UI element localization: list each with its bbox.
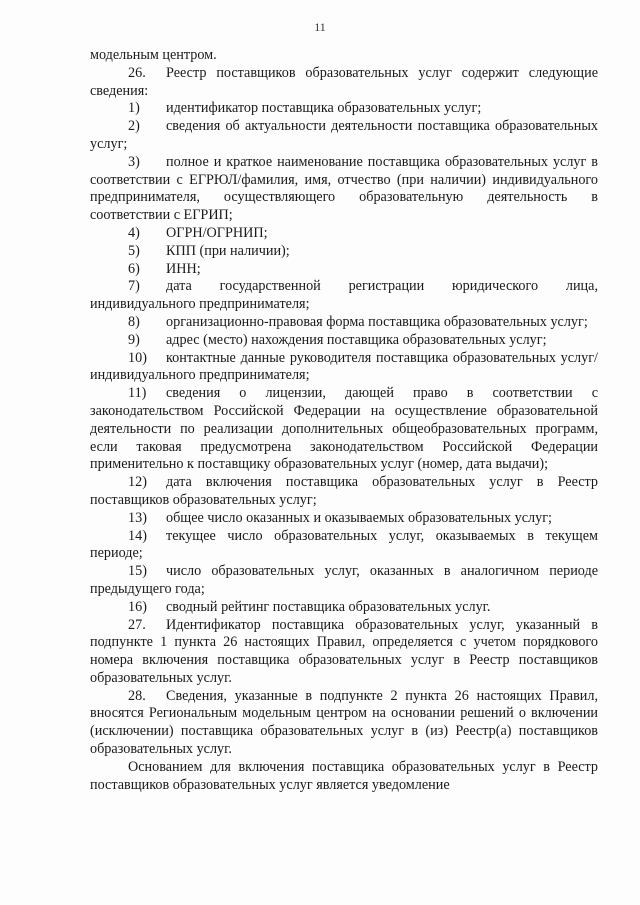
paragraph-28 (90, 688, 598, 759)
list-item-11 (90, 385, 598, 474)
item-text: адрес (место) нахождения поставщика образовательных услуг; (166, 331, 547, 348)
list-item-12 (90, 474, 598, 510)
item-text: дата государственной регистрации юридического лица, индивидуального предпринимателя; (90, 278, 598, 313)
item-text: ИНН; (166, 260, 201, 277)
list-item-15 (90, 563, 598, 599)
list-item-7 (90, 278, 598, 314)
item-number: 1) (128, 100, 140, 117)
item-number: 2) (128, 118, 140, 135)
item-number: 16) (128, 598, 147, 615)
list-item-14 (90, 528, 598, 564)
item-number: 6) (128, 260, 140, 277)
list-item-6 (90, 261, 598, 279)
paragraph-text: Сведения, указанные в подпункте 2 пункта 26 настоящих Правил, вносятся Региональным модельным центром на основании решений о включении (исключении) поставщика образовательных услуг в (из) Реестр(а) поставщиков образовательных услуг. (90, 687, 598, 758)
list-item-1 (90, 100, 598, 118)
item-number: 14) (128, 527, 147, 544)
item-number: 12) (128, 474, 147, 491)
list-item-9 (90, 332, 598, 350)
list-item-2 (90, 118, 598, 154)
document-body (90, 47, 598, 794)
paragraph-number: 27. (128, 616, 146, 633)
item-number: 5) (128, 242, 140, 259)
list-item-5 (90, 243, 598, 261)
item-text: организационно-правовая форма поставщика образовательных услуг; (166, 313, 588, 330)
item-text: общее число оказанных и оказываемых образовательных услуг; (166, 509, 552, 526)
item-number: 10) (128, 349, 147, 366)
list-item-16 (90, 599, 598, 617)
item-text: число образовательных услуг, оказанных в аналогичном периоде предыдущего года; (90, 563, 598, 597)
item-number: 9) (128, 331, 140, 348)
item-text: ОГРН/ОГРНИП; (166, 224, 268, 241)
item-number: 11) (128, 385, 147, 402)
list-item-13 (90, 510, 598, 528)
item-text: полное и краткое наименование поставщика образовательных услуг в соответствии с ЕГРЮЛ/фамилия, имя, отчество (при наличии) индивидуального предпринимателя, осуществляющего образовательную деятельность в соответствии с ЕГРИП; (90, 153, 598, 224)
item-text: КПП (при наличии); (166, 242, 290, 259)
item-number: 7) (128, 278, 140, 295)
item-text: сводный рейтинг поставщика образовательных услуг. (166, 598, 491, 615)
paragraph-number: 28. (128, 687, 146, 704)
paragraph-27 (90, 617, 598, 688)
item-text: текущее число образовательных услуг, оказываемых в текущем периоде; (90, 527, 598, 562)
item-text: сведения о лицензии, дающей право в соответствии с законодательством Российской Федерации на осуществление образовательной деятельности по реализации дополнительных общеобразовательных программ, если таковая предусмотрена законодательством Российской Федерации применительно к поставщику образовательных услуг (номер, дата выдачи); (90, 385, 598, 473)
paragraph-text: Идентификатор поставщика образовательных услуг, указанный в подпункте 1 пункта 26 настоящих Правил, определяется с учетом порядкового номера включения поставщика образовательных услуг в Реестр поставщиков образовательных услуг. (90, 616, 598, 686)
paragraph-text: Реестр поставщиков образовательных услуг содержит следующие сведения: (90, 64, 598, 99)
item-number: 13) (128, 509, 147, 526)
paragraph-number: 26. (128, 64, 146, 81)
list-item-3 (90, 154, 598, 225)
paragraph-continuation: модельным центром. (90, 47, 217, 63)
item-text: идентификатор поставщика образовательных услуг; (166, 100, 482, 117)
list-item-4 (90, 225, 598, 243)
item-number: 4) (128, 224, 140, 241)
item-text: контактные данные руководителя поставщика образовательных услуг/ индивидуального предпринимателя; (90, 349, 598, 384)
page-number: 11 (314, 20, 326, 34)
list-item-8 (90, 314, 598, 332)
item-number: 8) (128, 313, 140, 330)
list-item-10 (90, 350, 598, 386)
item-number: 3) (128, 153, 140, 170)
item-text: дата включения поставщика образовательных услуг в Реестр поставщиков образовательных услуг; (90, 474, 598, 508)
item-number: 15) (128, 563, 147, 580)
paragraph-basis: Основанием для включения поставщика образовательных услуг в Реестр поставщиков образовательных услуг является уведомление (90, 758, 598, 793)
paragraph-26 (90, 65, 598, 101)
item-text: сведения об актуальности деятельности поставщика образовательных услуг; (90, 118, 598, 152)
